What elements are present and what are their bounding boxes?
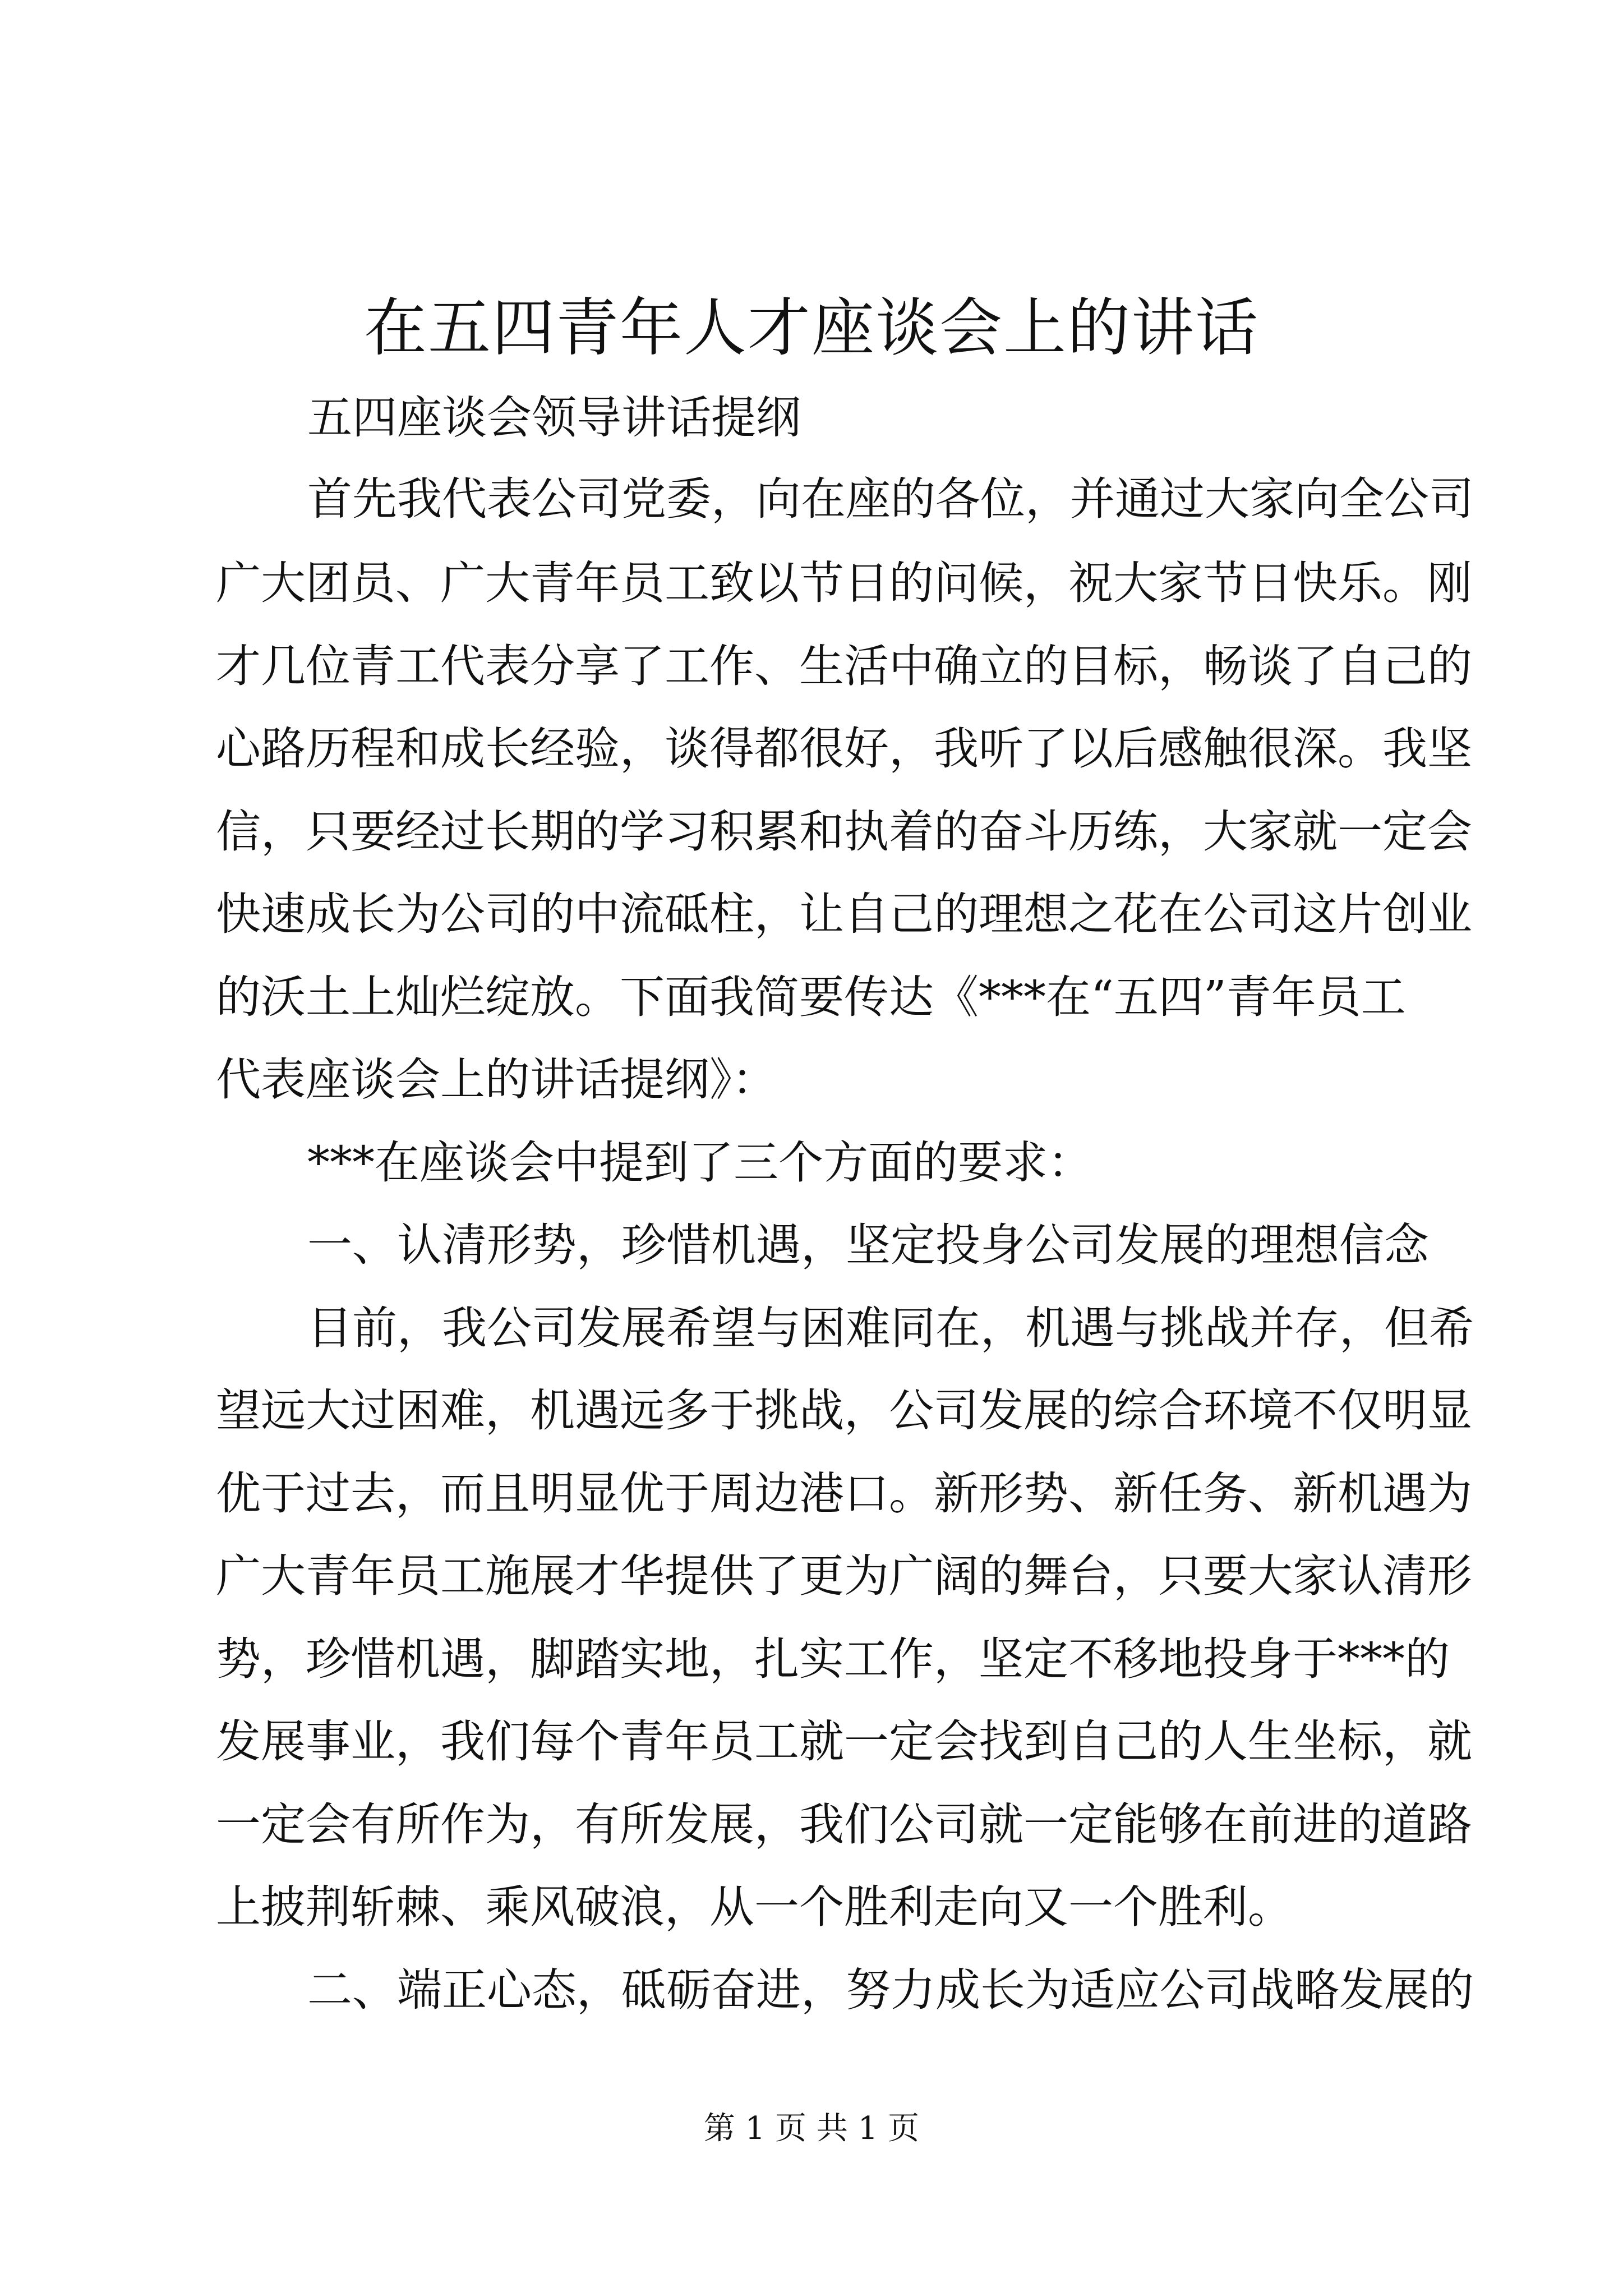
text-line: 二、端正心态，砥砺奋进，努力成长为适应公司战略发展的 bbox=[307, 1964, 1474, 2016]
text-line: 势，珍惜机遇，脚踏实地，扎实工作，坚定不移地投身于***的 bbox=[216, 1633, 1450, 1685]
text-line: 广大青年员工施展才华提供了更为广阔的舞台，只要大家认清形 bbox=[216, 1550, 1472, 1602]
page-footer: 第 1 页 共 1 页 bbox=[703, 2110, 920, 2147]
text-line: 信，只要经过长期的学习积累和执着的奋斗历练，大家就一定会 bbox=[216, 806, 1472, 858]
text-line: 心路历程和成长经验，谈得都很好，我听了以后感触很深。我坚 bbox=[216, 723, 1472, 775]
text-line: 快速成长为公司的中流砥柱，让自己的理想之花在公司这片创业 bbox=[216, 888, 1472, 940]
text-line: 目前，我公司发展希望与困难同在，机遇与挑战并存，但希 bbox=[307, 1302, 1474, 1354]
text-line: 五四座谈会领导讲话提纲 bbox=[307, 392, 801, 444]
text-line: 的沃土上灿烂绽放。下面我简要传达《***在“五四”青年员工 bbox=[216, 971, 1406, 1023]
text-line: 代表座谈会上的讲话提纲》： bbox=[216, 1053, 777, 1106]
text-line: ***在座谈会中提到了三个方面的要求： bbox=[307, 1137, 1092, 1189]
text-line: 望远大过困难，机遇远多于挑战，公司发展的综合环境不仅明显 bbox=[216, 1384, 1472, 1437]
text-line: 广大团员、广大青年员工致以节日的问候，祝大家节日快乐。刚 bbox=[216, 557, 1472, 609]
text-line: 上披荆斩棘、乘风破浪，从一个胜利走向又一个胜利。 bbox=[216, 1881, 1293, 1933]
text-line: 发展事业，我们每个青年员工就一定会找到自己的人生坐标，就 bbox=[216, 1715, 1472, 1768]
text-line: 首先我代表公司党委，向在座的各位，并通过大家向全公司 bbox=[307, 473, 1474, 525]
document-title: 在五四青年人才座谈会上的讲话 bbox=[364, 292, 1259, 365]
text-line: 才几位青工代表分享了工作、生活中确立的目标，畅谈了自己的 bbox=[216, 640, 1472, 692]
text-line: 一、认清形势，珍惜机遇，坚定投身公司发展的理想信念 bbox=[307, 1219, 1429, 1271]
text-line: 优于过去，而且明显优于周边港口。新形势、新任务、新机遇为 bbox=[216, 1467, 1472, 1520]
text-line: 一定会有所作为，有所发展，我们公司就一定能够在前进的道路 bbox=[216, 1798, 1472, 1851]
